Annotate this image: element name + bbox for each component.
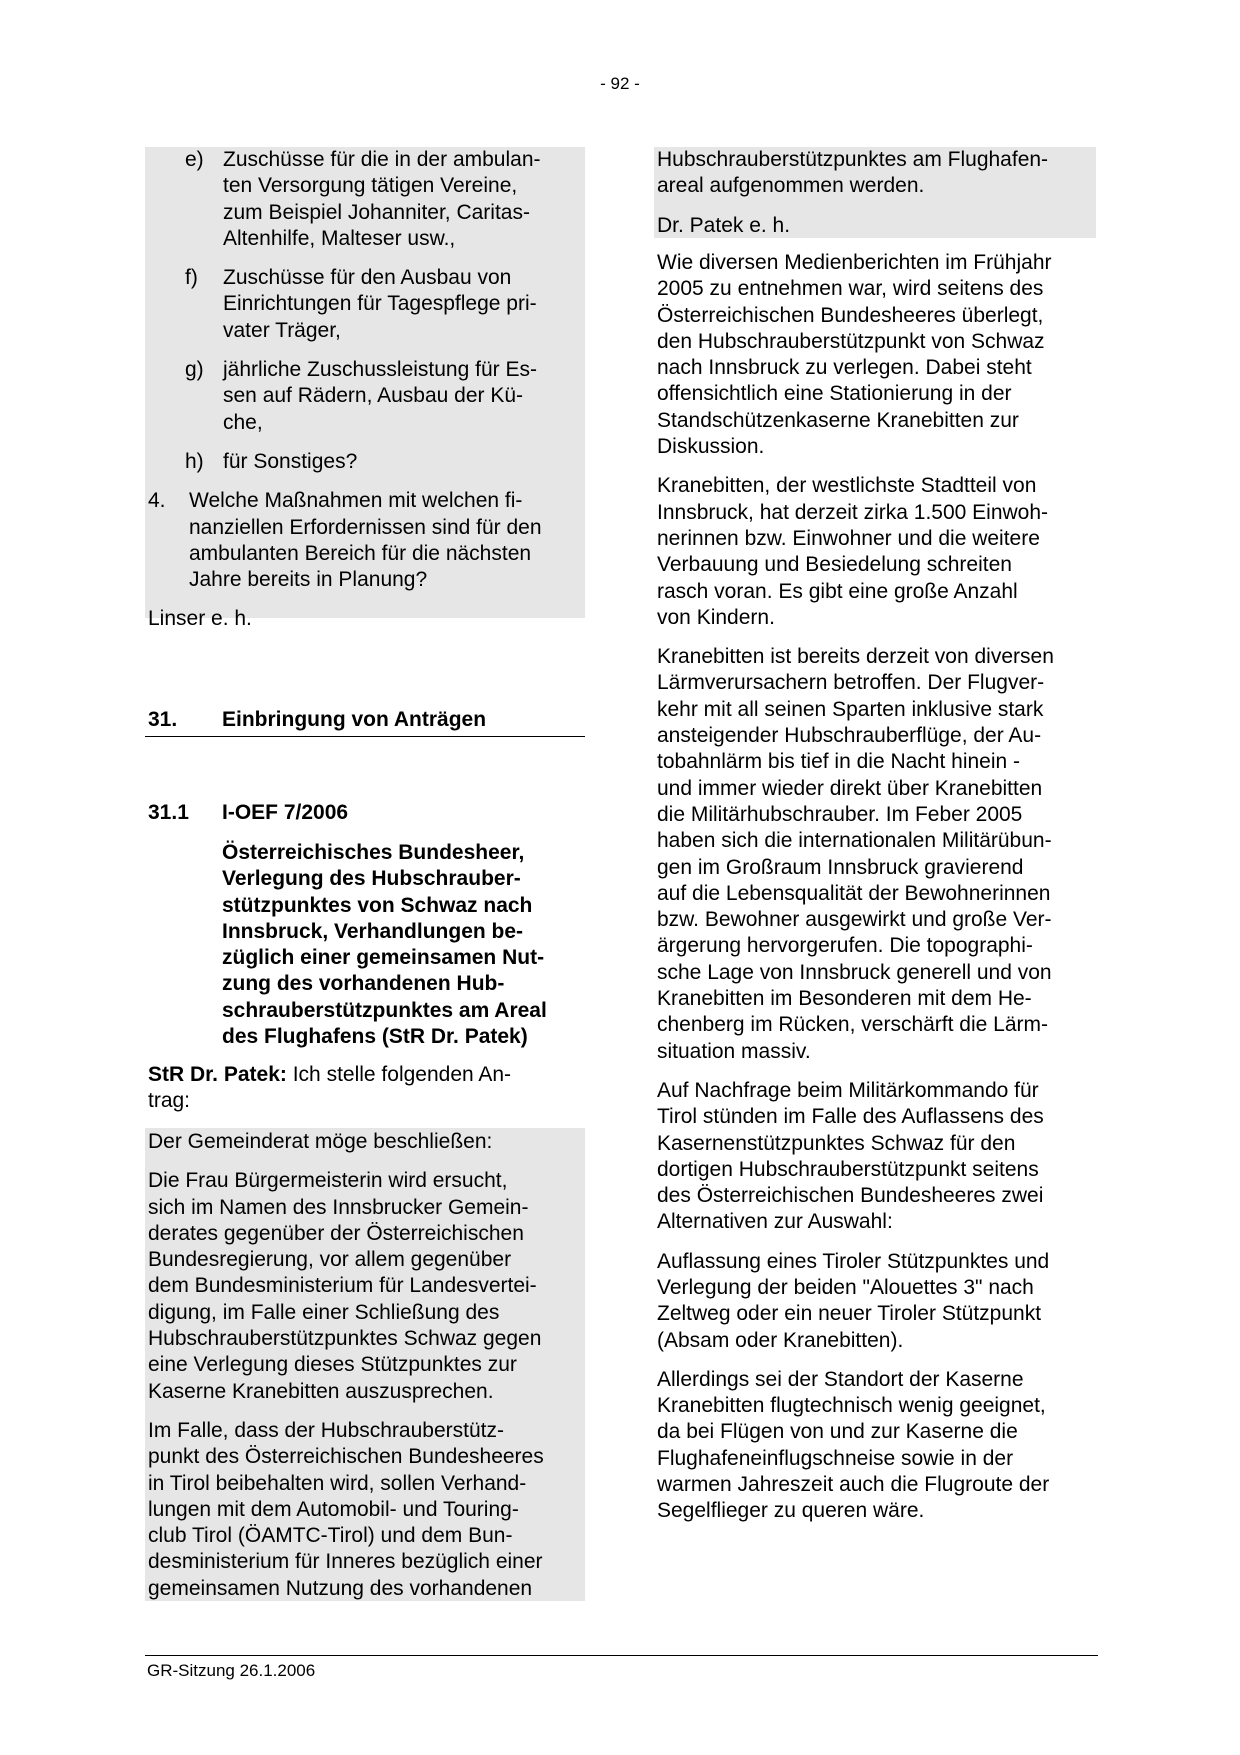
paragraph — [657, 213, 1095, 239]
text-line: ansteigender Hubschrauberflüge, der Au- — [657, 724, 1042, 748]
text-line: schrauberstützpunktes am Areal — [222, 998, 547, 1022]
text-line: rasch voran. Es gibt eine große Anzahl — [657, 579, 1018, 603]
text-line: Segelflieger zu queren wäre. — [657, 1499, 925, 1523]
text-line: ärgerung hervorgerufen. Die topographi- — [657, 934, 1033, 958]
text-line: da bei Flügen von und zur Kaserne die — [657, 1420, 1018, 1444]
text-line: des Flughafens (StR Dr. Patek) — [222, 1025, 528, 1049]
text-line: Jahre bereits in Planung? — [189, 568, 428, 592]
motion-text — [148, 1129, 584, 1602]
text-line: zung des vorhandenen Hub- — [222, 972, 505, 996]
text-line: nerinnen bzw. Einwohner und die weitere — [657, 526, 1040, 550]
text-line: offensichtlich eine Stationierung in der — [657, 382, 1012, 406]
intro-text: trag: — [148, 1089, 191, 1113]
text-line: eine Verlegung dieses Stützpunktes zur — [148, 1353, 517, 1377]
text-line: sich im Namen des Innsbrucker Gemein- — [148, 1195, 529, 1219]
list-item — [148, 357, 584, 436]
text-line: club Tirol (ÖAMTC-Tirol) und dem Bun- — [148, 1524, 513, 1548]
text-line: kehr mit all seinen Sparten inklusive stark — [657, 697, 1044, 721]
text-line: Auf Nachfrage beim Militärkommando für — [657, 1078, 1039, 1102]
text-line: haben sich die internationalen Militärübun- — [657, 829, 1052, 853]
text-line: digung, im Falle einer Schließung des — [148, 1300, 500, 1324]
text-line: Kranebitten, der westlichste Stadtteil von — [657, 474, 1037, 498]
text-line: für Sonstiges? — [223, 449, 358, 473]
text-line: Verbauung und Besiedelung schreiten — [657, 553, 1012, 577]
text-line: sche Lage von Innsbruck generell und von — [657, 960, 1052, 984]
text-line: Bundesregierung, vor allem gegenüber — [148, 1248, 512, 1272]
text-line: die Militärhubschrauber. Im Feber 2005 — [657, 802, 1023, 826]
justification-text — [657, 250, 1095, 1525]
text-line: gen im Großraum Innsbruck gravierend — [657, 855, 1024, 879]
text-line: Flughafeneinflugschneise sowie in der — [657, 1446, 1014, 1470]
text-line: Allerdings sei der Standort der Kaserne — [657, 1367, 1024, 1391]
text-line: Linser e. h. — [148, 607, 252, 631]
section-heading — [148, 707, 584, 733]
paragraph — [657, 473, 1095, 631]
paragraph — [148, 1168, 584, 1405]
text-line: warmen Jahreszeit auch die Flugroute der — [657, 1473, 1050, 1497]
subsection-heading — [148, 800, 584, 826]
text-line: Lärmverursachern betroffen. Der Flugver- — [657, 671, 1045, 695]
question-number: 4. — [148, 489, 166, 513]
text-line: (Absam oder Kranebitten). — [657, 1328, 904, 1352]
intro-text: Ich stelle folgenden An- — [286, 1063, 512, 1086]
section-number: 31. — [148, 708, 178, 731]
text-line: den Hubschrauberstützpunkt von Schwaz — [657, 329, 1045, 353]
text-line: che, — [223, 410, 263, 434]
text-line: nanziellen Erfordernissen sind für den — [189, 515, 542, 539]
text-line: Altenhilfe, Malteser usw., — [223, 226, 456, 250]
subsection-title — [222, 840, 592, 1050]
text-line: Kranebitten flugtechnisch wenig geeignet, — [657, 1394, 1046, 1418]
text-line: nach Innsbruck zu verlegen. Dabei steht — [657, 356, 1032, 380]
text-line: Hubschrauberstützpunktes am Flughafen- — [657, 148, 1049, 171]
text-line: auf die Lebensqualität der Bewohnerinnen — [657, 881, 1051, 905]
text-line: Zuschüsse für die in der ambulan- — [223, 148, 541, 171]
text-line: Österreichisches Bundesheer, — [222, 841, 525, 864]
text-line: Hubschrauberstützpunktes Schwaz gegen — [148, 1327, 542, 1351]
text-line: lungen mit dem Automobil- und Touring- — [148, 1497, 519, 1521]
signature — [148, 606, 584, 632]
paragraph — [657, 644, 1095, 1065]
text-line: züglich einer gemeinsamen Nut- — [222, 946, 545, 970]
text-line: Der Gemeinderat möge beschließen: — [148, 1130, 493, 1153]
list-item-label: h) — [185, 449, 204, 473]
text-line: Verlegung der beiden "Alouettes 3" nach — [657, 1275, 1034, 1299]
text-line: Kasernenstützpunktes Schwaz für den — [657, 1131, 1016, 1155]
paragraph — [148, 1418, 584, 1602]
text-line: Diskussion. — [657, 435, 765, 459]
text-line: Kaserne Kranebitten auszusprechen. — [148, 1379, 494, 1403]
text-line: sen auf Rädern, Ausbau der Kü- — [223, 384, 524, 408]
list-item-label: f) — [185, 266, 198, 290]
text-line: derates gegenüber der Österreichischen — [148, 1221, 524, 1245]
text-line: 2005 zu entnehmen war, wird seitens des — [657, 277, 1044, 301]
subsection-number: 31.1 — [148, 801, 189, 824]
text-line: Alternativen zur Auswahl: — [657, 1210, 893, 1234]
text-line: Zuschüsse für den Ausbau von — [223, 266, 512, 290]
text-line: dortigen Hubschrauberstützpunkt seitens — [657, 1157, 1039, 1181]
list-item — [148, 147, 584, 252]
paragraph — [657, 147, 1095, 200]
text-line: Einrichtungen für Tagespflege pri- — [223, 292, 537, 316]
text-line: und immer wieder direkt über Kranebitten — [657, 776, 1043, 800]
question-item — [148, 488, 584, 593]
text-line: dem Bundesministerium für Landesvertei- — [148, 1274, 537, 1298]
text-line: in Tirol beibehalten wird, sollen Verhand- — [148, 1471, 527, 1495]
text-line: Wie diversen Medienberichten im Frühjahr — [657, 251, 1052, 274]
paragraph — [657, 1367, 1095, 1525]
text-line: des Österreichischen Bundesheeres zwei — [657, 1184, 1044, 1208]
text-line: gemeinsamen Nutzung des vorhandenen — [148, 1576, 533, 1600]
text-line: Die Frau Bürgermeisterin wird ersucht, — [148, 1169, 508, 1193]
text-line: Österreichischen Bundesheeres überlegt, — [657, 303, 1044, 327]
text-line: Innsbruck, hat derzeit zirka 1.500 Einwoh- — [657, 500, 1049, 524]
paragraph — [657, 1249, 1095, 1354]
section-divider — [145, 736, 585, 737]
text-line: ten Versorgung tätigen Vereine, — [223, 174, 518, 198]
motion-text-continued — [657, 147, 1095, 239]
text-line: Zeltweg oder ein neuer Tiroler Stützpunkt — [657, 1302, 1042, 1326]
list-item — [148, 449, 584, 475]
speaker-name: StR Dr. Patek: — [148, 1063, 287, 1086]
text-line: areal aufgenommen werden. — [657, 174, 925, 198]
text-line: ambulanten Bereich für die nächsten — [189, 541, 532, 565]
text-line: Dr. Patek e. h. — [657, 213, 791, 237]
speaker-intro — [148, 1062, 584, 1115]
paragraph — [148, 1129, 584, 1155]
text-line: vater Träger, — [223, 318, 341, 342]
text-line: Kranebitten ist bereits derzeit von diversen — [657, 645, 1054, 669]
text-line: situation massiv. — [657, 1039, 811, 1063]
text-line: Verlegung des Hubschrauber- — [222, 867, 521, 891]
list-item-label: e) — [185, 148, 204, 171]
text-line: Tirol stünden im Falle des Auflassens des — [657, 1105, 1044, 1129]
paragraph — [657, 1078, 1095, 1236]
text-line: desministerium für Inneres bezüglich einer — [148, 1550, 543, 1574]
text-line: bzw. Bewohner ausgewirkt und große Ver- — [657, 908, 1052, 932]
text-line: punkt des Österreichischen Bundesheeres — [148, 1445, 544, 1469]
footer-text: GR-Sitzung 26.1.2006 — [147, 1661, 316, 1680]
text-line: von Kindern. — [657, 605, 775, 629]
subsection-code: I-OEF 7/2006 — [222, 801, 349, 824]
question-list — [148, 147, 584, 633]
text-line: zum Beispiel Johanniter, Caritas- — [223, 200, 530, 224]
list-item-label: g) — [185, 358, 204, 382]
section-title: Einbringung von Anträgen — [222, 708, 487, 731]
text-line: tobahnlärm bis tief in die Nacht hinein - — [657, 750, 1021, 774]
text-line: Standschützenkaserne Kranebitten zur — [657, 408, 1019, 432]
list-item — [148, 265, 584, 344]
text-line: Auflassung eines Tiroler Stützpunktes und — [657, 1249, 1050, 1273]
text-line: Im Falle, dass der Hubschrauberstütz- — [148, 1418, 504, 1442]
text-line: jährliche Zuschussleistung für Es- — [223, 358, 537, 382]
paragraph — [657, 250, 1095, 460]
text-line: Innsbruck, Verhandlungen be- — [222, 919, 524, 943]
text-line: Welche Maßnahmen mit welchen fi- — [189, 489, 523, 513]
footer-divider — [145, 1655, 1098, 1656]
page-number: - 92 - — [600, 74, 640, 93]
text-line: Kranebitten im Besonderen mit dem He- — [657, 987, 1032, 1011]
text-line: chenberg im Rücken, verschärft die Lärm- — [657, 1013, 1048, 1037]
text-line: stützpunktes von Schwaz nach — [222, 893, 533, 917]
